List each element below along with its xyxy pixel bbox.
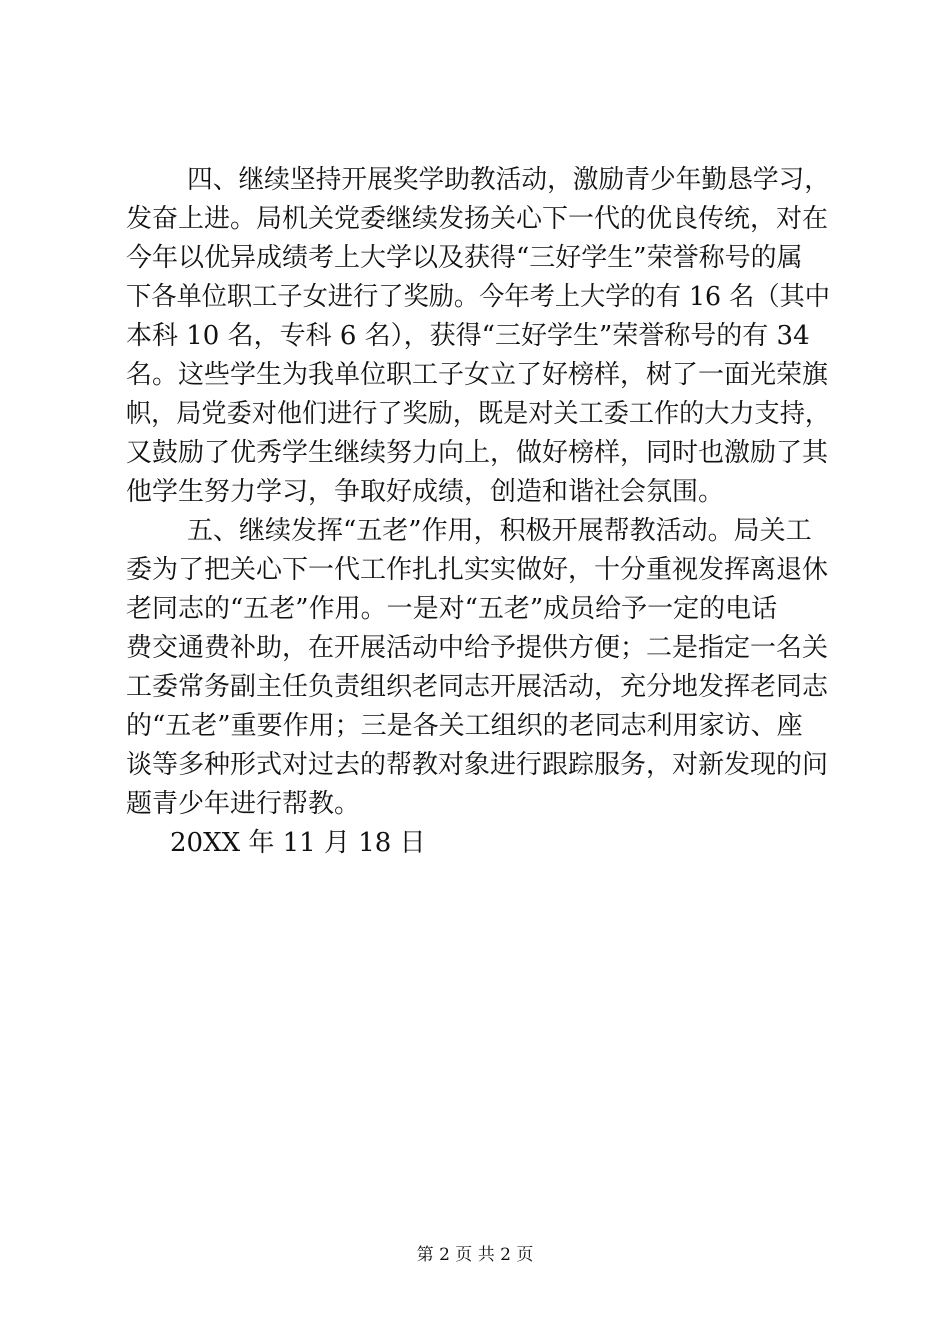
date-text: 20XX 年 11 月 18 日 — [170, 828, 426, 858]
text-run: 发奋上进。局机关党委继续发扬关心下一代的优良传统，对在 — [126, 204, 829, 234]
paragraph-line — [0, 394, 950, 434]
text-run: 的“五老”重要作用；三是各关工组织的老同志利用家访、座 — [126, 711, 803, 741]
page-footer: 第 2 页 共 2 页 — [416, 1245, 534, 1265]
text-run: 谈等多种形式对过去的帮教对象进行跟踪服务，对新发现的问 — [126, 750, 829, 780]
paragraph-line — [0, 745, 950, 785]
paragraph-line — [0, 706, 950, 746]
paragraph-line — [0, 550, 950, 590]
text-run: 委为了把关心下一代工作扎扎实实做好，十分重视发挥离退休 — [126, 555, 829, 585]
text-run: 老同志的“五老”作用。一是对“五老”成员给予一定的电话 — [126, 594, 778, 624]
text-run: 下各单位职工子女进行了奖励。今年考上大学的有 16 名（其中 — [126, 282, 831, 312]
paragraph-line — [0, 355, 950, 395]
text-run: 又鼓励了优秀学生继续努力向上，做好榜样，同时也激励了其 — [126, 438, 829, 468]
text-run: 题青少年进行帮教。 — [126, 789, 361, 819]
document-date — [0, 823, 950, 863]
text-run: 他学生努力学习，争取好成绩，创造和谐社会氛围。 — [126, 477, 725, 507]
text-run: 本科 10 名，专科 6 名），获得“三好学生”荣誉称号的有 34 — [126, 321, 810, 351]
paragraph-line — [0, 316, 950, 356]
paragraph-line — [0, 589, 950, 629]
paragraph-line — [0, 784, 950, 824]
text-run: 五、继续发挥“五老”作用，积极开展帮教活动。局关工 — [187, 516, 812, 546]
text-run: 帜，局党委对他们进行了奖励，既是对关工委工作的大力支持， — [126, 399, 830, 429]
text-run: 名。这些学生为我单位职工子女立了好榜样，树了一面光荣旗 — [126, 360, 829, 390]
paragraph-line — [0, 160, 950, 200]
paragraph-line — [0, 277, 950, 317]
paragraph-line — [0, 199, 950, 239]
text-run: 工委常务副主任负责组织老同志开展活动，充分地发挥老同志 — [126, 672, 829, 702]
text-run: 今年以优异成绩考上大学以及获得“三好学生”荣誉称号的属 — [126, 243, 803, 273]
paragraph-line — [0, 238, 950, 278]
paragraph-line — [0, 667, 950, 707]
paragraph-line — [0, 511, 950, 551]
text-run: 四、继续坚持开展奖学助教活动，激励青少年勤恳学习， — [187, 165, 830, 195]
paragraph-line — [0, 472, 950, 512]
text-run: 费交通费补助，在开展活动中给予提供方便；二是指定一名关 — [126, 633, 829, 663]
paragraph-line — [0, 433, 950, 473]
paragraph-line — [0, 628, 950, 668]
